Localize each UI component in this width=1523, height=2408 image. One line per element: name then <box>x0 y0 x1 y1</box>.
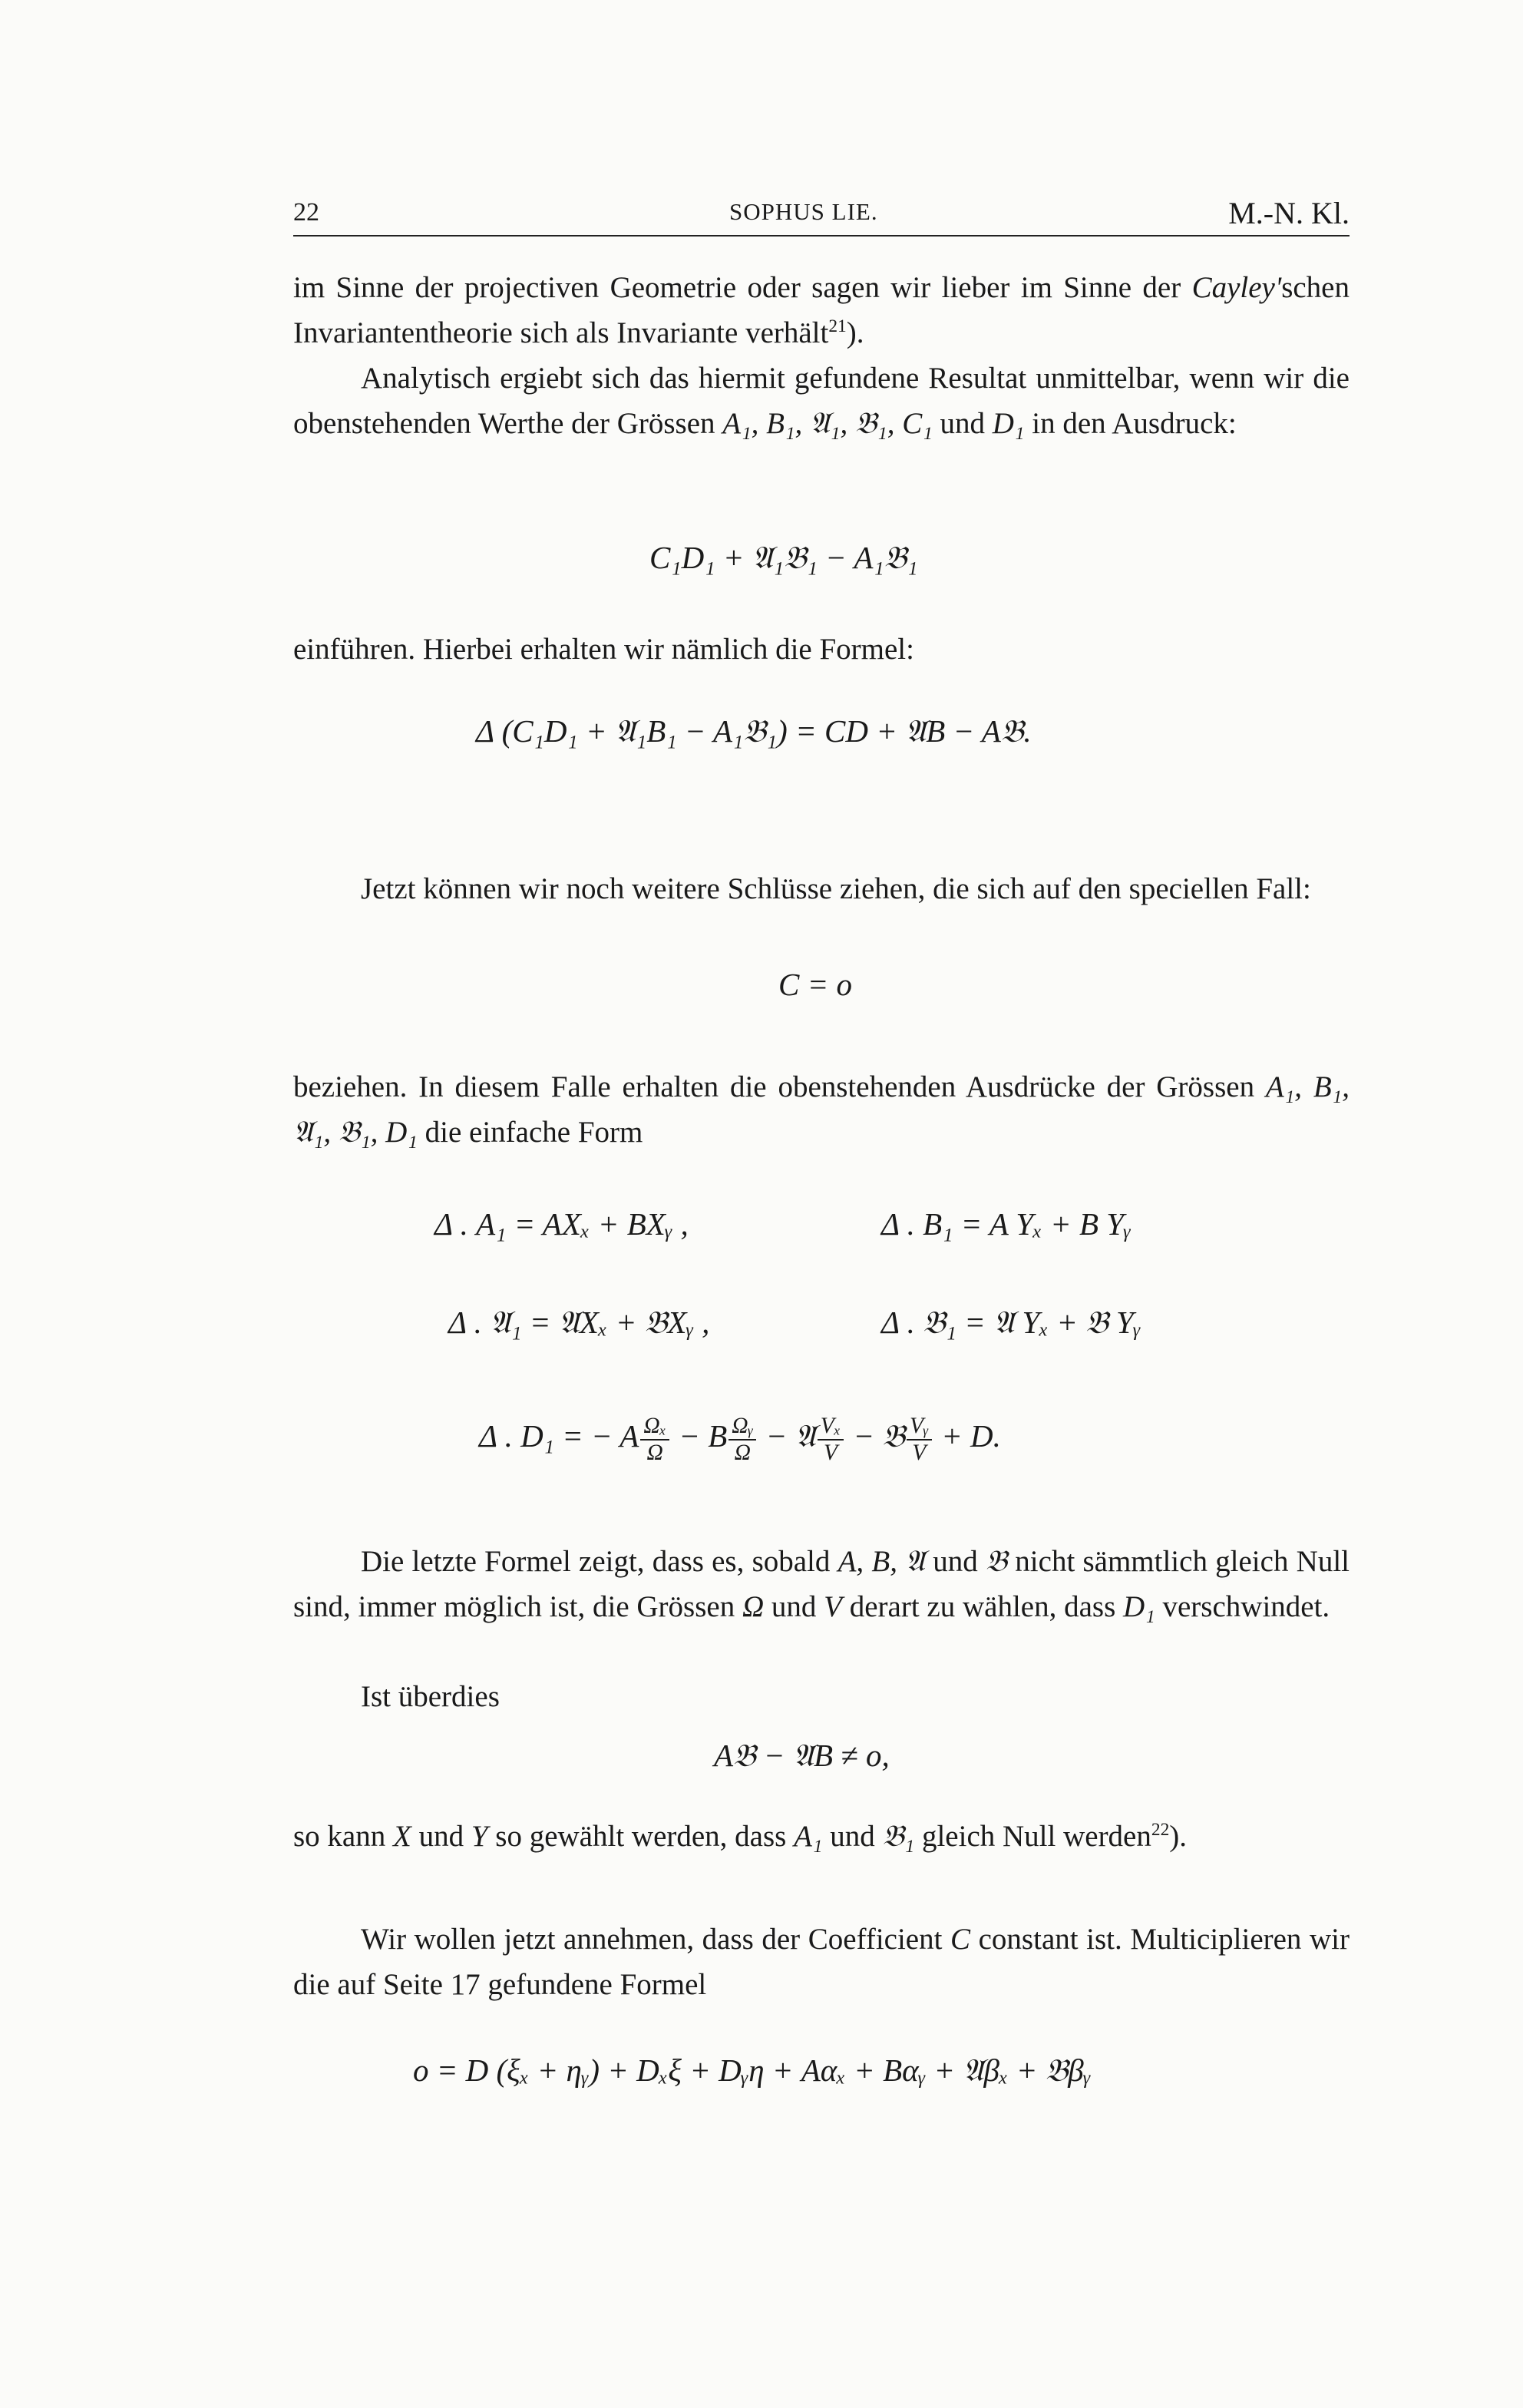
p6-text: und <box>764 1590 824 1623</box>
paragraph-6 <box>293 1539 1350 1629</box>
fraction <box>640 1414 669 1465</box>
p9-text: constant ist. Multiciplieren wir die auf Seite 17 gefundene Formel <box>293 1923 1350 2001</box>
p1-name: Cayley' <box>1191 271 1282 304</box>
p6-text: Die letzte Formel zeigt, dass es, sobald <box>361 1545 838 1578</box>
eq6-lead: Δ . D₁ = − A <box>479 1418 639 1454</box>
p6-var: V <box>824 1590 842 1623</box>
equation-4a: Δ . A₁ = AXₓ + BXᵧ , <box>434 1206 689 1242</box>
eq6-term: − 𝔄 <box>758 1418 816 1454</box>
p8-text: und <box>411 1820 471 1853</box>
class-label: M.-N. Kl. <box>1228 196 1350 230</box>
p2-text-c: in den Ausdruck: <box>1024 407 1237 440</box>
p2-text-b: und <box>932 407 993 440</box>
header-rule <box>293 235 1350 237</box>
p6-var: D₁ <box>1123 1590 1155 1623</box>
fraction <box>818 1414 844 1465</box>
p1-text-c: ). <box>846 316 864 349</box>
p2-text-a: Analytisch ergiebt sich das hiermit gefundene Resultat unmittelbar, wenn wir die obenstehenden Werthe der Grössen <box>293 362 1350 440</box>
equation-7: A𝔅 − 𝔄B ≠ o, <box>714 1738 890 1773</box>
p6-text: verschwindet. <box>1155 1590 1330 1623</box>
running-title: SOPHUS LIE. <box>729 198 878 225</box>
equation-3: C = o <box>778 967 853 1002</box>
equation-6 <box>479 1398 1001 1474</box>
p8-var: 𝔅₁ <box>882 1820 915 1853</box>
p6-var: Ω <box>742 1590 765 1623</box>
paragraph-3: einführen. Hierbei erhalten wir nämlich die Formel: <box>293 633 914 666</box>
fraction-numerator: Ωᵧ <box>728 1414 756 1440</box>
p6-var: A, B, 𝔄 <box>837 1545 926 1578</box>
fraction-denominator: Ω <box>734 1440 752 1465</box>
p8-text: und <box>822 1820 883 1853</box>
equation-2: Δ (C₁D₁ + 𝔄₁B₁ − A₁𝔅₁) = CD + 𝔄B − A𝔅. <box>476 713 1032 749</box>
fraction-denominator: Ω <box>646 1440 663 1465</box>
p1-text-b: schen Invariantentheorie sich als Invariante verhält <box>293 271 1350 349</box>
eq6-tail: + D. <box>933 1418 1001 1454</box>
p9-var: C <box>950 1923 971 1956</box>
equation-5a: Δ . 𝔄₁ = 𝔄Xₓ + 𝔅Xᵧ , <box>448 1305 710 1340</box>
p5-vars: A₁, B₁, 𝔄₁, 𝔅₁, D₁ <box>293 1070 1350 1149</box>
paragraph-8 <box>293 1814 1350 1859</box>
p2-d1: D₁ <box>992 407 1025 440</box>
footnote-ref-22: 22 <box>1151 1820 1170 1840</box>
p8-var: Y <box>471 1820 488 1853</box>
p8-text: so gewählt werden, dass <box>487 1820 795 1853</box>
p9-text: Wir wollen jetzt annehmen, dass der Coefficient <box>361 1923 951 1956</box>
equation-4b: Δ . B₁ = A Yₓ + B Yᵧ <box>881 1206 1132 1242</box>
p8-var: A₁ <box>794 1820 823 1853</box>
eq6-term: − 𝔅 <box>845 1418 905 1454</box>
paragraph-9 <box>293 1917 1350 2007</box>
eq6-term: − B <box>671 1418 728 1454</box>
p8-text: so kann <box>293 1820 393 1853</box>
paragraph-4: Jetzt können wir noch weitere Schlüsse ziehen, die sich auf den speciellen Fall: <box>361 872 1311 905</box>
equation-1: C₁D₁ + 𝔄₁𝔅₁ − A₁𝔅₁ <box>649 540 918 575</box>
p6-text: nicht sämmtlich gleich Null sind, immer möglich ist, die Grössen <box>293 1545 1350 1623</box>
fraction <box>728 1414 756 1465</box>
paragraph-7: Ist überdies <box>361 1680 500 1713</box>
p5-text-a: beziehen. In diesem Falle erhalten die obenstehenden Ausdrücke der Grössen <box>293 1070 1266 1103</box>
p6-text: derart zu wählen, dass <box>841 1590 1124 1623</box>
fraction-denominator: V <box>823 1440 838 1465</box>
p1-text-a: im Sinne der projectiven Geometrie oder sagen wir lieber im Sinne der <box>293 271 1181 304</box>
fraction-numerator: Ωₓ <box>640 1414 669 1440</box>
equation-8: o = D (ξₓ + ηᵧ) + Dₓξ + Dᵧη + Aαₓ + Bαᵧ + 𝔄βₓ + 𝔅βᵧ <box>413 2052 1092 2088</box>
fraction-denominator: V <box>912 1440 927 1465</box>
fraction <box>907 1414 932 1465</box>
p8-var: X <box>393 1820 411 1853</box>
p8-text: ). <box>1169 1820 1188 1853</box>
p6-var: 𝔅 <box>985 1545 1008 1578</box>
p5-text-b: die einfache Form <box>417 1116 643 1149</box>
fraction-numerator: Vᵧ <box>907 1414 932 1440</box>
footnote-ref-21: 21 <box>828 316 847 336</box>
fraction-numerator: Vₓ <box>818 1414 844 1440</box>
paragraph-1 <box>293 265 1350 356</box>
p2-vars: A₁, B₁, 𝔄₁, 𝔅₁, C₁ <box>722 407 933 440</box>
paragraph-5 <box>293 1064 1350 1155</box>
page-number: 22 <box>293 198 319 227</box>
p8-text: gleich Null werden <box>914 1820 1151 1853</box>
paragraph-2 <box>293 356 1350 446</box>
equation-5b: Δ . 𝔅₁ = 𝔄 Yₓ + 𝔅 Yᵧ <box>881 1305 1141 1340</box>
p6-text: und <box>925 1545 986 1578</box>
